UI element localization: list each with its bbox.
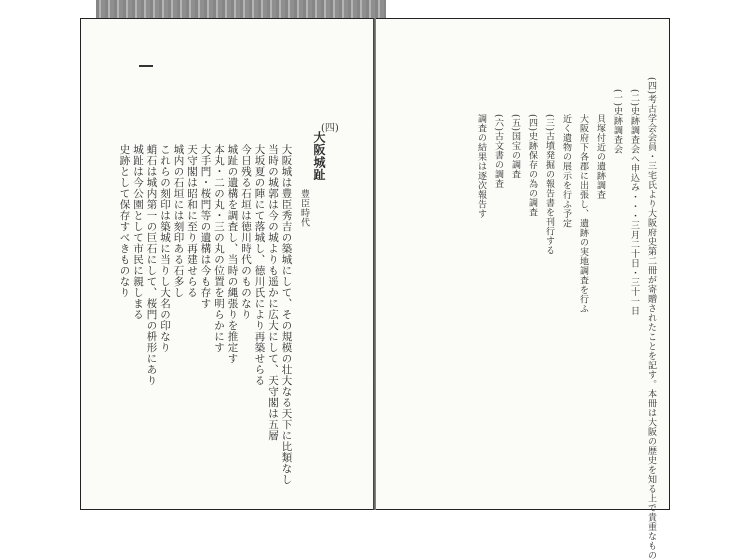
right-page <box>376 18 670 560</box>
left-text-column: 大手門・桜門等の遺構は今も存す <box>199 144 212 309</box>
left-text-column: 史跡として保存すべきものなり <box>118 144 131 298</box>
left-text-column: 大阪城は豊臣秀吉の築城にして、その規模の壮大なる天下に比類なし <box>280 144 293 485</box>
right-text-column: 調査の結果は逐次報告す <box>476 114 486 219</box>
left-text-column: これらの刻印は築城に当りし大名の印なり <box>159 144 171 353</box>
left-text-column: 本丸・二の丸・三の丸の位置を明らかにす <box>213 144 225 353</box>
page-number: (四) <box>321 123 339 134</box>
right-text-column: (六)古文書の調査 <box>493 114 503 189</box>
left-text-column: 今日残る石垣は徳川時代のものなり <box>240 144 252 320</box>
left-text-column: 城趾は今公園として市民に親しまる <box>132 144 144 320</box>
left-text-column: 大坂夏の陣にて落城し、徳川氏により再築せらる <box>253 144 266 386</box>
right-text-column: (一)史跡調査会 <box>612 89 622 155</box>
right-text-column: 貝塚付近の遺跡調査 <box>595 114 605 200</box>
section-title: 大阪城趾 <box>312 131 326 181</box>
left-text-column: 城内の石垣には刻印ある石多し <box>172 144 185 298</box>
right-text-column: (三)古墳発掘の報告書を刊行する <box>544 114 554 256</box>
right-text-column: (二)史跡調査会へ申込み・・・三月二十日・三十一日 <box>629 89 639 316</box>
left-page <box>80 18 376 510</box>
page-mark <box>139 65 153 67</box>
open-book <box>80 18 670 560</box>
right-text-column: (四)史跡保存の為の調査 <box>527 114 537 218</box>
right-text-column: 大阪府下各郡に出張し、遺跡の実地調査を行ふ <box>578 114 588 314</box>
right-text-column: (四)考古学会会員・三宅氏より大阪府史第二冊が寄贈されたことを記す。本冊は大阪の歴史を知る上で貴重なもの <box>646 77 656 560</box>
left-text-column: 蛸石は城内第一の巨石にして、桜門の枡形にあり <box>145 144 158 386</box>
section-subtitle: 豊臣時代 <box>299 189 309 227</box>
right-text-column: 近く遺物の展示を行ふ予定 <box>561 114 571 228</box>
left-text-column: 当時の城郭は今の城よりも遥かに広大にして、天守閣は五層 <box>267 144 279 441</box>
left-text-column: 城趾の遺構を調査し、当時の縄張りを推定す <box>226 144 239 364</box>
left-text-column: 天守閣は昭和に至り再建せらる <box>186 144 198 298</box>
right-text-column: (五)国宝の調査 <box>510 114 520 180</box>
